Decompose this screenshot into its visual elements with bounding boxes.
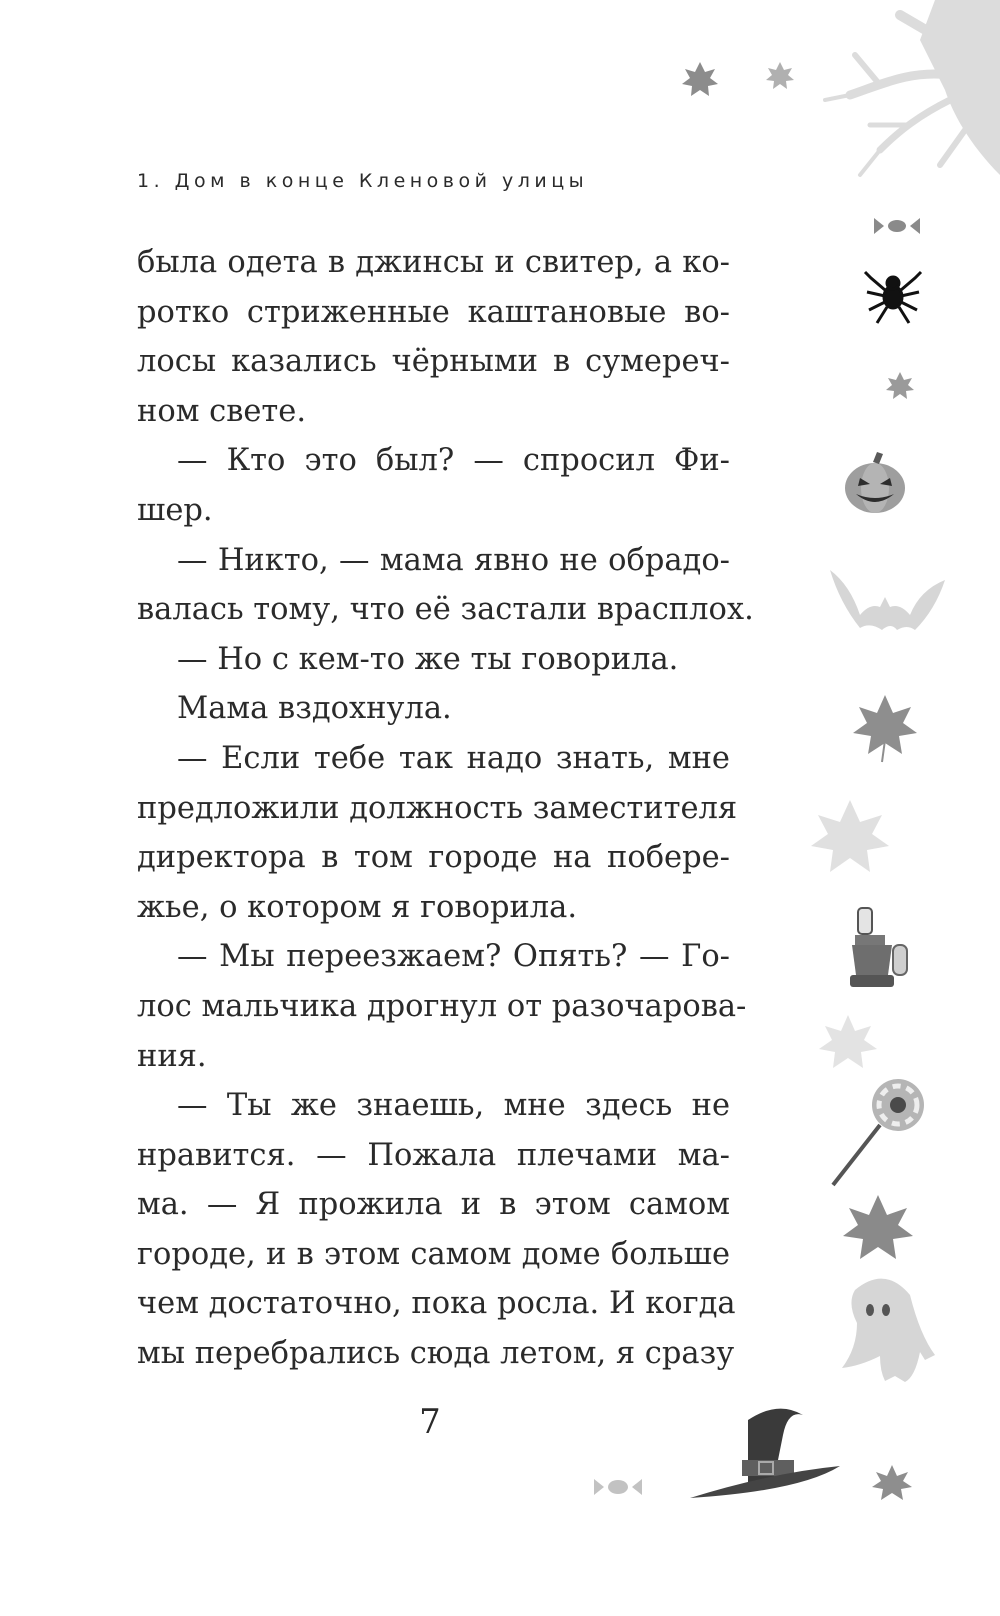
text-line: чем достаточно, пока росла. И когда: [137, 1286, 736, 1322]
maple-leaf-icon: [853, 695, 917, 762]
maple-leaf-icon: [819, 1015, 877, 1068]
pumpkin-icon: [845, 452, 905, 513]
tree-branch-icon: [825, 0, 1000, 175]
maple-leaf-icon: [872, 1465, 912, 1500]
ghost-icon: [842, 1279, 935, 1382]
text-line: — Кто это был? — спросил Фи-: [177, 443, 730, 479]
body-text: [137, 238, 754, 1379]
maple-leaf-icon: [682, 62, 718, 96]
bat-icon: [830, 570, 945, 630]
text-line: мы перебрались сюда летом, я сразу: [137, 1336, 735, 1372]
spider-icon: [865, 272, 921, 323]
text-line: лосы казались чёрными в сумереч-: [137, 344, 730, 380]
running-head: 1. Дом в конце Кленовой улицы: [137, 170, 589, 192]
maple-leaf-icon: [843, 1195, 913, 1259]
maple-leaf-icon: [886, 372, 914, 399]
page-number: 7: [419, 1402, 441, 1442]
maple-leaf-icon: [811, 800, 889, 872]
text-line: лос мальчика дрогнул от разочарова-: [137, 988, 747, 1024]
text-line: городе, и в этом самом доме больше: [137, 1236, 730, 1272]
text-line: Мама вздохнула.: [177, 691, 452, 727]
text-line: — Мы переезжаем? Опять? — Го-: [177, 939, 730, 975]
text-line: директора в том городе на побере-: [137, 840, 730, 876]
text-line: ния.: [137, 1038, 207, 1074]
text-line: валась тому, что её застали врасплох.: [137, 592, 754, 628]
text-line: предложили должность заместителя: [137, 790, 738, 826]
text-line: — Но с кем-то же ты говорила.: [177, 641, 679, 677]
lantern-icon: [850, 908, 907, 987]
lollipop-icon: [833, 1079, 924, 1185]
text-line: ма. — Я прожила и в этом самом: [137, 1187, 730, 1223]
candy-icon: [594, 1479, 642, 1495]
text-line: нравится. — Пожала плечами ма-: [137, 1137, 730, 1173]
text-line: была одета в джинсы и свитер, а ко-: [137, 245, 730, 280]
text-line: жье, о котором я говорила.: [137, 889, 578, 925]
text-line: — Ты же знаешь, мне здесь не: [177, 1088, 730, 1124]
text-line: ротко стриженные каштановые во-: [137, 294, 730, 330]
text-line: — Если тебе так надо знать, мне: [177, 740, 730, 776]
candy-icon: [874, 218, 920, 234]
text-line: ном свете.: [137, 393, 307, 429]
text-line: — Никто, — мама явно не обрадо-: [177, 542, 730, 578]
text-line: шер.: [137, 492, 213, 528]
maple-leaf-icon: [766, 62, 794, 89]
